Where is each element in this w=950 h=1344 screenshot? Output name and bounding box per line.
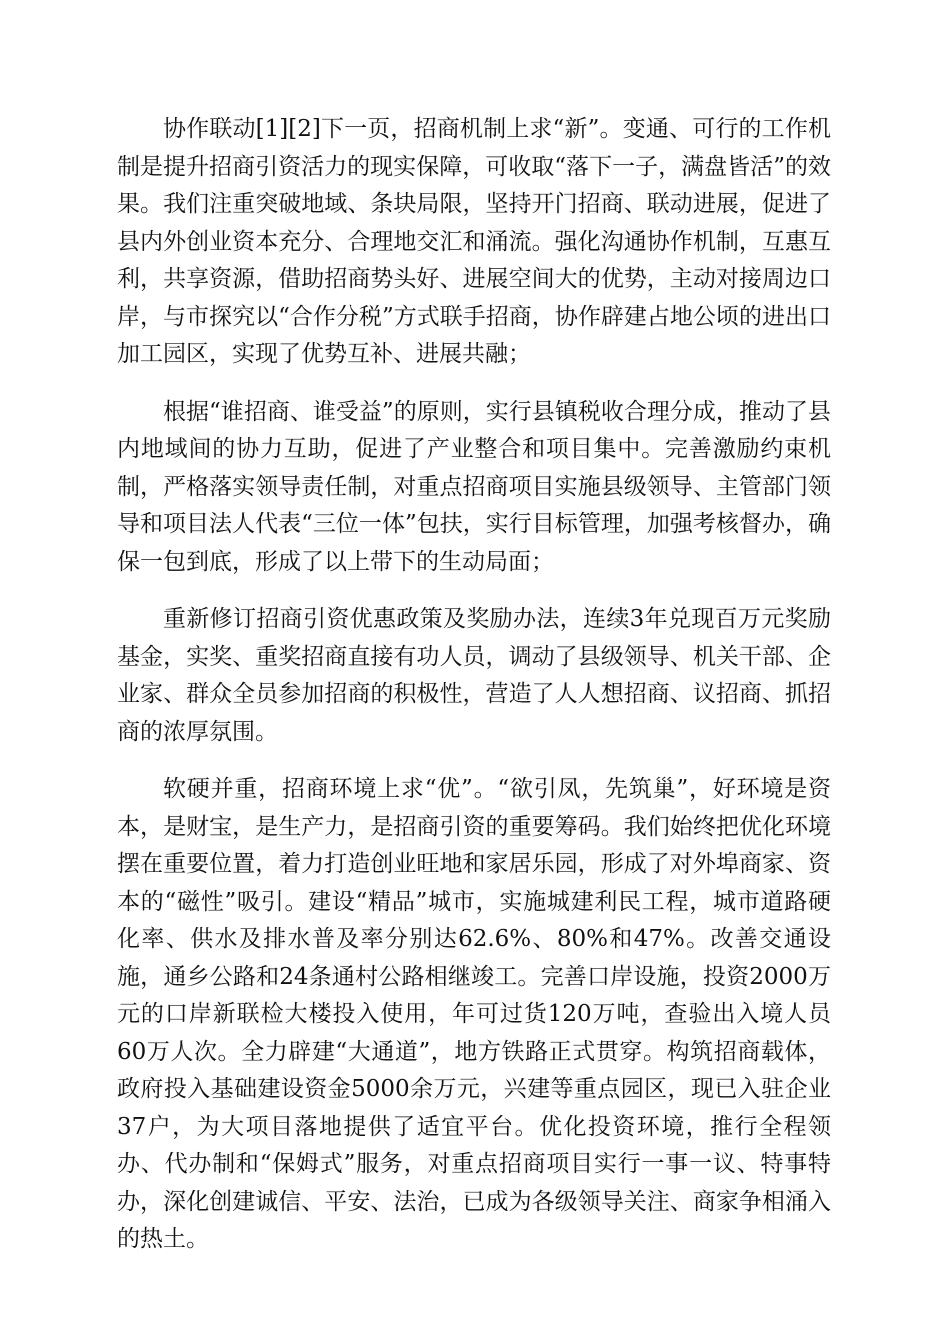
paragraph-tax-sharing: 根据“谁招商、谁受益”的原则，实行县镇税收合理分成，推动了县内地域间的协力互助，促进了产业整合和项目集中。完善激励约束机制，严格落实领导责任制，对重点招商项目实施县级领导、主管部门领导和项目法人代表“三位一体”包扶，实行目标管理，加强考核督办，确保一包到底，形成了以上带下的生动局面；	[117, 398, 831, 575]
paragraph-incentive-policy: 重新修订招商引资优惠政策及奖励办法，连续3年兑现百万元奖励基金，实奖、重奖招商直接有功人员，调动了县级领导、机关干部、企业家、群众全员参加招商的积极性，营造了人人想招商、议招商、抓招商的浓厚氛围。	[117, 606, 831, 745]
paragraph-investment-environment: 软硬并重，招商环境上求“优”。“欲引凤，先筑巢”，好环境是资本，是财宝，是生产力，是招商引资的重要筹码。我们始终把优化环境摆在重要位置，着力打造创业旺地和家居乐园，形成了对外埠商家、资本的“磁性”吸引。建设“精品”城市，实施城建利民工程，城市道路硬化率、供水及排水普及率分别达62.6%、80%和47%。改善交通设施，通乡公路和24条通村公路相继竣工。完善口岸设施，投资2000万元的口岸新联检大楼投入使用，年可过货120万吨，查验出入境人员60万人次。全力辟建“大通道”，地方铁路正式贯穿。构筑招商载体，政府投入基础建设资金5000余万元，兴建等重点园区，现已入驻企业37户，为大项目落地提供了适宜平台。优化投资环境，推行全程领办、代办制和“保姆式”服务，对重点招商项目实行一事一议、特事特办，深化创建诚信、平安、法治，已成为各级领导关注、商家争相涌入的热土。	[117, 776, 831, 1252]
paragraph-cooperation: 协作联动[1][2]下一页，招商机制上求“新”。变通、可行的工作机制是提升招商引资活力的现实保障，可收取“落下一子，满盘皆活”的效果。我们注重突破地域、条块局限，坚持开门招商、联动进展，促进了县内外创业资本充分、合理地交汇和涌流。强化沟通协作机制，互惠互利，共享资源，借助招商势头好、进展空间大的优势，主动对接周边口岸，与市探究以“合作分税”方式联手招商，协作辟建占地公顷的进出口加工园区，实现了优势互补、进展共融；	[117, 116, 831, 367]
document-body	[117, 111, 831, 1279]
